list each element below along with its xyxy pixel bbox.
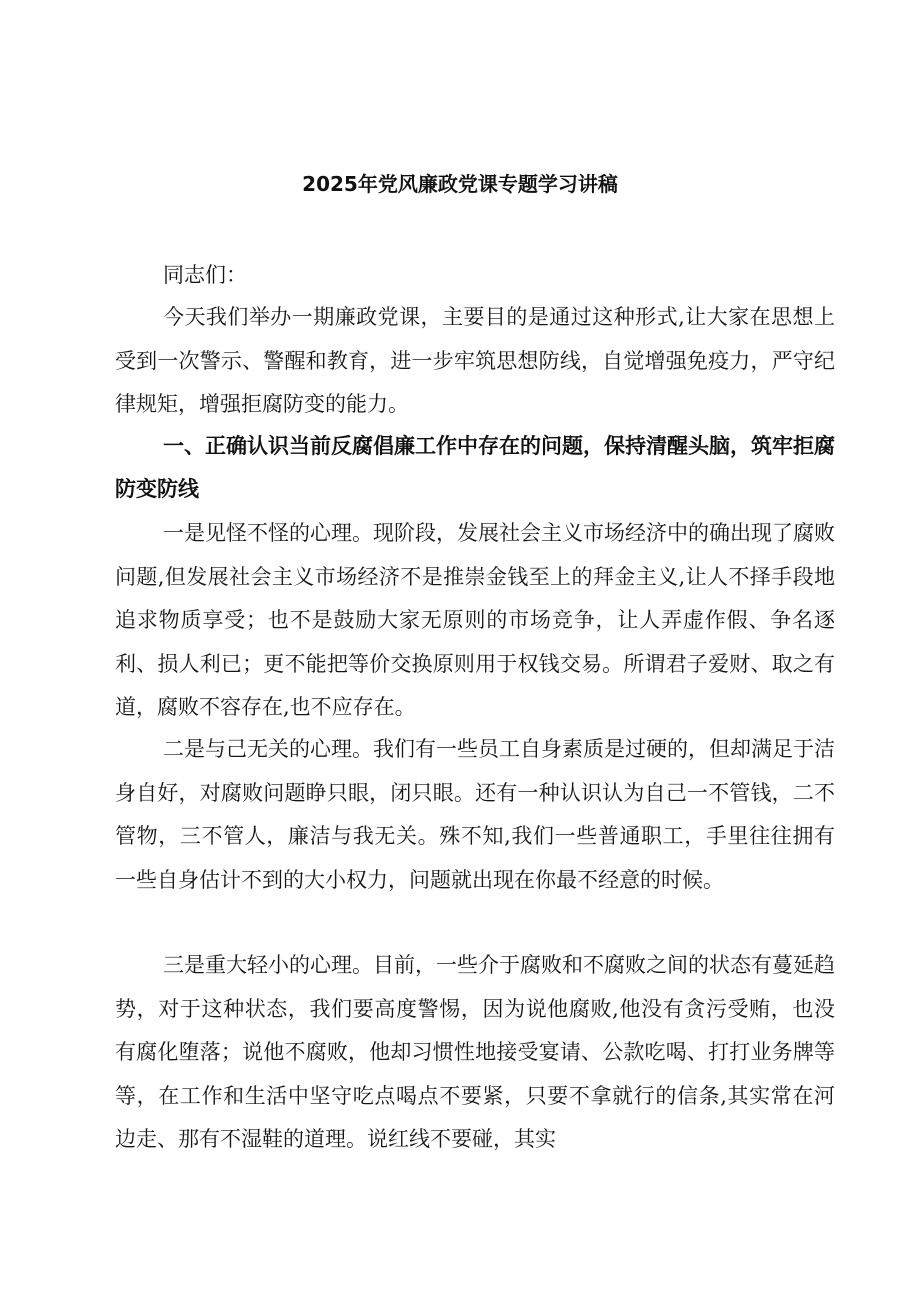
section-heading: 一、正确认识当前反腐倡廉工作中存在的问题，保持清醒头脑，筑牢拒腐防变防线 (115, 434, 835, 501)
document-title: 2025年党风廉政党课专题学习讲稿 (302, 172, 618, 196)
body-paragraph: 二是与己无关的心理。我们有一些员工自身素质是过硬的，但却满足于洁身自好，对腐败问题睁只眼，闭只眼。还有一种认识认为自己一不管钱，二不管物，三不管人，廉洁与我无关。殊不知,我们一些普通职工，手里往往拥有一些自身估计不到的大小权力，问题就出现在你最不经意的时候。 (115, 737, 835, 892)
body-paragraph: 一是见怪不怪的心理。现阶段，发展社会主义市场经济中的确出现了腐败问题,但发展社会主义市场经济不是推崇金钱至上的拜金主义,让人不择手段地追求物质享受；也不是鼓励大家无原则的市场竞争，让人弄虚作假、争名逐利、损人利已；更不能把等价交换原则用于权钱交易。所谓君子爱财、取之有道，腐败不容存在,也不应存在。 (115, 521, 835, 719)
greeting: 同志们： (163, 263, 247, 287)
body-paragraph: 三是重大轻小的心理。目前，一些介于腐败和不腐败之间的状态有蔓延趋势，对于这种状态，我们要高度警惕，因为说他腐败,他没有贪污受贿，也没有腐化堕落；说他不腐败，他却习惯性地接受宴请、公款吃喝、打打业务牌等等，在工作和生活中坚守吃点喝点不要紧，只要不拿就行的信条,其实常在河边走、那有不湿鞋的道理。说红线不要碰，其实 (115, 953, 835, 1151)
intro-paragraph: 今天我们举办一期廉政党课，主要目的是通过这种形式,让大家在思想上受到一次警示、警醒和教育，进一步牢筑思想防线，自觉增强免疫力，严守纪律规矩，增强拒腐防变的能力。 (115, 305, 835, 416)
